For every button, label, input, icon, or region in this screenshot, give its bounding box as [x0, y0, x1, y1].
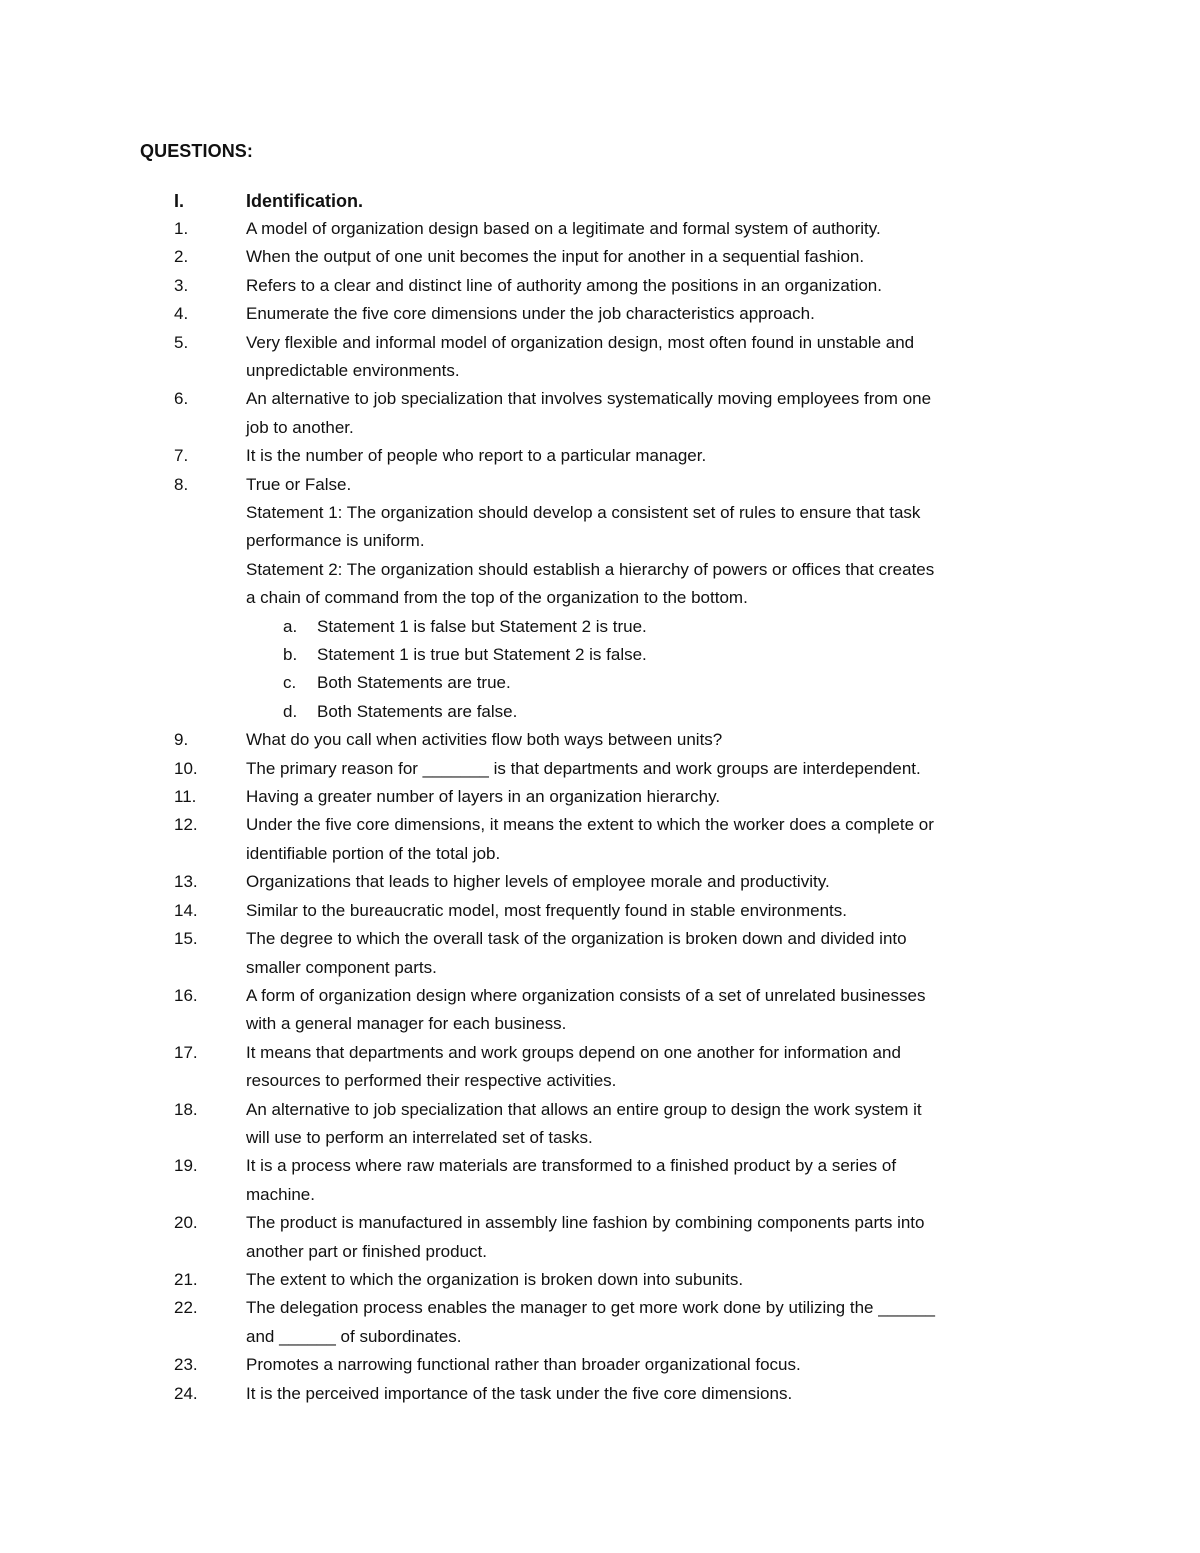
- question-number: 19.: [174, 1156, 198, 1176]
- question-number: 12.: [174, 815, 198, 835]
- question-text-line: and ______ of subordinates.: [246, 1326, 462, 1346]
- question-text-line: When the output of one unit becomes the input for another in a sequential fashion.: [246, 247, 865, 267]
- question-body: [246, 811, 1061, 868]
- question-item: [174, 1209, 1074, 1266]
- question-number: 14.: [174, 900, 198, 920]
- question-body: [246, 471, 1061, 727]
- question-number: 15.: [174, 929, 198, 949]
- question-text-line: a chain of command from the top of the organization to the bottom.: [246, 588, 748, 608]
- question-text-line: another part or finished product.: [246, 1241, 487, 1261]
- question-body: [246, 982, 1061, 1039]
- question-number: 8.: [174, 474, 189, 494]
- question-number: 16.: [174, 985, 198, 1005]
- question-text-line: Refers to a clear and distinct line of authority among the positions in an organization.: [246, 275, 882, 295]
- question-text-line: What do you call when activities flow both ways between units?: [246, 730, 723, 750]
- question-item: [174, 868, 1074, 896]
- question-number: 24.: [174, 1383, 198, 1403]
- question-number: 1.: [174, 219, 189, 238]
- question-body: [246, 1294, 1061, 1351]
- question-item: [174, 215, 1074, 243]
- question-text-line: The product is manufactured in assembly line fashion by combining components parts into: [246, 1213, 925, 1233]
- answer-options: [246, 613, 1061, 727]
- question-body: [246, 1266, 1061, 1294]
- question-body: [246, 1039, 1061, 1096]
- question-text-line: smaller component parts.: [246, 957, 437, 977]
- question-item: [174, 982, 1074, 1039]
- question-text-line: performance is uniform.: [246, 531, 425, 551]
- answer-option: [246, 669, 1061, 697]
- question-text-line: identifiable portion of the total job.: [246, 843, 501, 863]
- question-text-line: A model of organization design based on a legitimate and formal system of authority.: [246, 219, 881, 238]
- question-item: [174, 1351, 1074, 1379]
- question-body: [246, 1209, 1061, 1266]
- question-body: [246, 1380, 1061, 1408]
- option-text: Statement 1 is false but Statement 2 is true.: [317, 616, 647, 636]
- question-item: [174, 1096, 1074, 1153]
- question-number: 4.: [174, 304, 189, 324]
- option-letter: d.: [283, 701, 298, 721]
- question-number: 18.: [174, 1099, 198, 1119]
- question-item: [174, 726, 1074, 754]
- question-body: [246, 300, 1061, 328]
- question-text-line: Similar to the bureaucratic model, most frequently found in stable environments.: [246, 900, 847, 920]
- question-number: 6.: [174, 389, 189, 409]
- question-text-line: It is a process where raw materials are transformed to a finished product by a series of: [246, 1156, 897, 1176]
- question-text-line: Having a greater number of layers in an organization hierarchy.: [246, 787, 721, 807]
- question-item: [174, 1380, 1074, 1408]
- question-text-line: An alternative to job specialization that involves systematically moving employees from one: [246, 389, 932, 409]
- section-title: Identification.: [246, 191, 363, 211]
- question-text-line: Organizations that leads to higher levels of employee morale and productivity.: [246, 872, 830, 892]
- question-body: [246, 329, 1061, 386]
- question-number: 3.: [174, 275, 189, 295]
- question-text-line: machine.: [246, 1184, 315, 1204]
- question-item: [174, 1039, 1074, 1096]
- question-body: [246, 243, 1061, 271]
- answer-option: [246, 698, 1061, 726]
- question-text-line: It is the perceived importance of the task under the five core dimensions.: [246, 1383, 793, 1403]
- question-number: 20.: [174, 1213, 198, 1233]
- question-text-line: resources to performed their respective activities.: [246, 1071, 617, 1091]
- question-text-line: Enumerate the five core dimensions under the job characteristics approach.: [246, 304, 815, 324]
- question-text-line: It is the number of people who report to a particular manager.: [246, 446, 707, 466]
- question-item: [174, 1152, 1074, 1209]
- question-text-line: Statement 1: The organization should develop a consistent set of rules to ensure that task: [246, 503, 921, 523]
- question-item: [174, 925, 1074, 982]
- question-item: [174, 272, 1074, 300]
- question-number: 9.: [174, 730, 189, 750]
- question-item: [174, 329, 1074, 386]
- question-number: 5.: [174, 332, 189, 352]
- section-title-row: [174, 187, 1074, 215]
- question-text-line: Very flexible and informal model of organization design, most often found in unstable and: [246, 332, 915, 352]
- question-text-line: A form of organization design where organization consists of a set of unrelated businesses: [246, 985, 926, 1005]
- question-body: [246, 726, 1061, 754]
- question-item: [174, 471, 1074, 727]
- question-body: [246, 1152, 1061, 1209]
- question-text-line: The primary reason for _______ is that departments and work groups are interdependent.: [246, 758, 921, 778]
- question-body: [246, 442, 1061, 470]
- question-text-line: Statement 2: The organization should establish a hierarchy of powers or offices that creates: [246, 559, 935, 579]
- option-letter: a.: [283, 616, 298, 636]
- option-text: Both Statements are false.: [317, 701, 518, 721]
- question-text-line: The delegation process enables the manager to get more work done by utilizing the ______: [246, 1298, 935, 1318]
- question-text-line: An alternative to job specialization that allows an entire group to design the work system it: [246, 1099, 922, 1119]
- question-text-line: It means that departments and work groups depend on one another for information and: [246, 1042, 901, 1062]
- question-body: [246, 1351, 1061, 1379]
- question-item: [174, 243, 1074, 271]
- option-letter: b.: [283, 645, 298, 665]
- question-body: [246, 868, 1061, 896]
- question-text-line: Under the five core dimensions, it means the extent to which the worker does a complete or: [246, 815, 934, 835]
- question-text-line: The extent to which the organization is broken down into subunits.: [246, 1269, 744, 1289]
- question-text-line: The degree to which the overall task of the organization is broken down and divided into: [246, 929, 907, 949]
- option-letter: c.: [283, 673, 297, 693]
- question-number: 11.: [174, 787, 197, 807]
- question-number: 22.: [174, 1298, 198, 1318]
- question-item: [174, 300, 1074, 328]
- question-body: [246, 385, 1061, 442]
- question-number: 23.: [174, 1355, 198, 1375]
- question-number: 13.: [174, 872, 198, 892]
- question-list: [174, 215, 1074, 1408]
- question-number: 2.: [174, 247, 189, 267]
- question-body: [246, 755, 1061, 783]
- question-number: 7.: [174, 446, 189, 466]
- option-text: Statement 1 is true but Statement 2 is false.: [317, 645, 647, 665]
- page-heading: QUESTIONS:: [140, 141, 254, 161]
- question-text-line: job to another.: [246, 417, 354, 437]
- question-body: [246, 1096, 1061, 1153]
- question-item: [174, 1266, 1074, 1294]
- answer-option: [246, 613, 1061, 641]
- question-item: [174, 897, 1074, 925]
- question-body: [246, 897, 1061, 925]
- question-number: 10.: [174, 758, 198, 778]
- question-text-line: True or False.: [246, 474, 352, 494]
- question-text-line: Promotes a narrowing functional rather than broader organizational focus.: [246, 1355, 801, 1375]
- question-body: [246, 783, 1061, 811]
- question-number: 17.: [174, 1042, 198, 1062]
- question-item: [174, 755, 1074, 783]
- section-numeral: I.: [174, 191, 185, 211]
- question-text-line: unpredictable environments.: [246, 361, 460, 381]
- option-text: Both Statements are true.: [317, 673, 511, 693]
- answer-option: [246, 641, 1061, 669]
- question-body: [246, 215, 1061, 243]
- question-text-line: with a general manager for each business.: [246, 1014, 567, 1034]
- question-body: [246, 925, 1061, 982]
- question-item: [174, 385, 1074, 442]
- question-item: [174, 783, 1074, 811]
- question-item: [174, 442, 1074, 470]
- question-text-line: will use to perform an interrelated set of tasks.: [246, 1127, 593, 1147]
- question-number: 21.: [174, 1269, 198, 1289]
- question-body: [246, 272, 1061, 300]
- question-item: [174, 1294, 1074, 1351]
- question-item: [174, 811, 1074, 868]
